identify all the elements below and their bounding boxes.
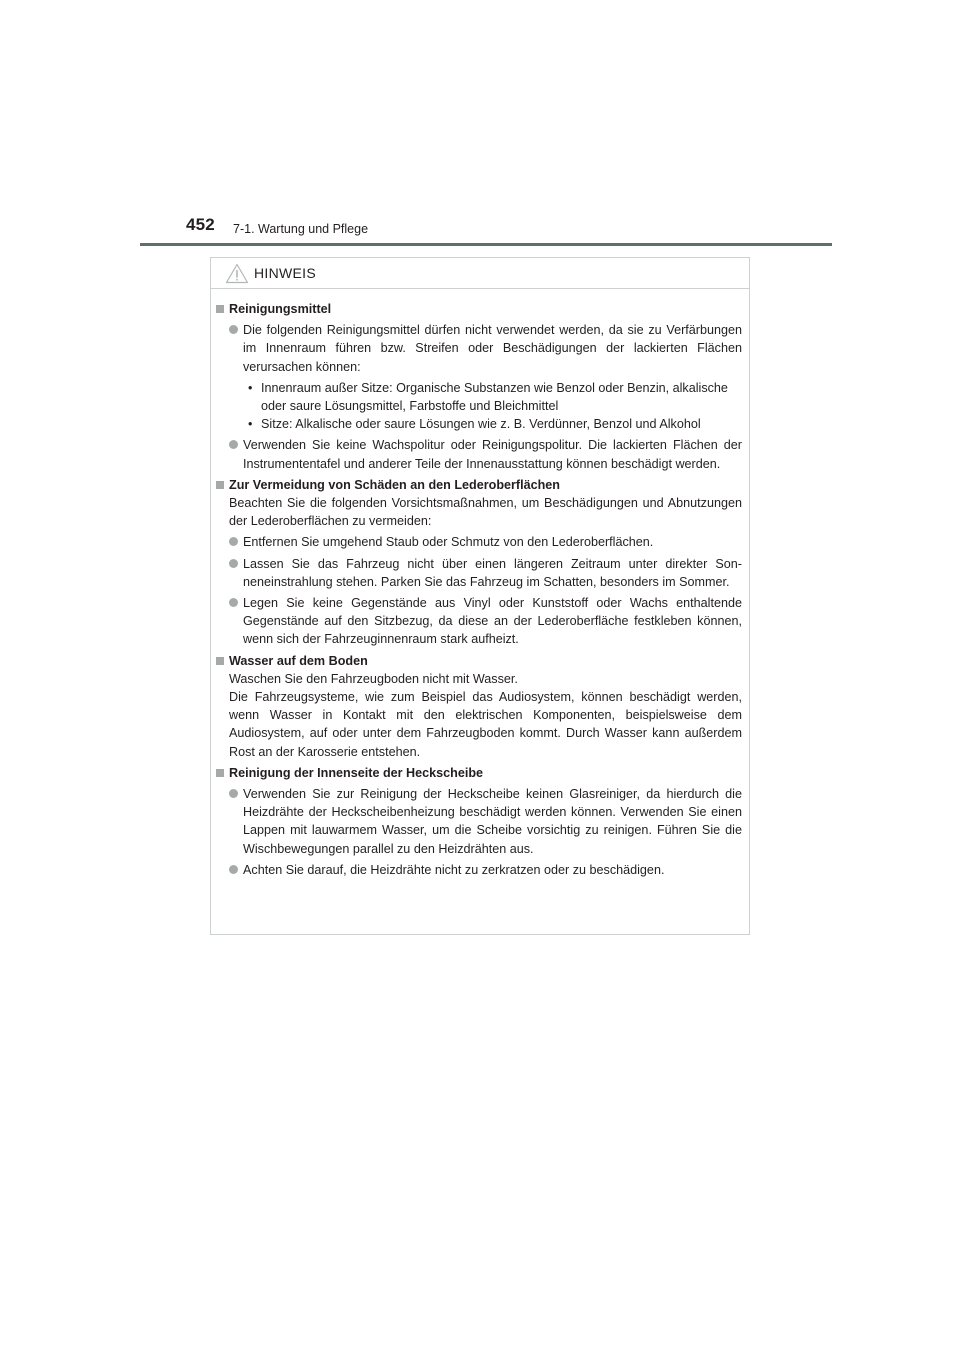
bullet-item (216, 785, 742, 858)
sub-item-text: Innenraum außer Sitze: Organische Substanzen wie Benzol oder Benzin, alkalische oder saure Lösungsmittel, Farbstoffe und Bleichmittel (261, 380, 728, 414)
heading-text: Reinigungsmittel (229, 302, 332, 316)
header-rule (140, 243, 832, 246)
circle-bullet-icon (229, 559, 238, 568)
bullet-item (216, 861, 742, 879)
notice-header (211, 258, 749, 289)
circle-bullet-icon (229, 537, 238, 546)
square-bullet-icon (216, 481, 224, 489)
paragraph: Waschen Sie den Fahrzeugboden nicht mit Wasser. (229, 671, 518, 686)
bullet-item (216, 555, 742, 591)
sub-item-text: Sitze: Alkalische oder saure Lösungen wie z. B. Verdünner, Benzol und Alkohol (261, 417, 701, 432)
bullet-text: Entfernen Sie umgehend Staub oder Schmutz von den Lederoberflächen. (243, 535, 654, 550)
notice-box (210, 257, 750, 935)
bullet-text: Verwenden Sie keine Wachspolitur oder Reinigungspolitur. Die lackierten Flächen der Instrumententafel und anderer Teile der Innenausstattung können beschädigt werden. (243, 438, 742, 471)
paragraph: Die Fahrzeugsysteme, wie zum Beispiel das Audiosystem, können beschädigt werden, wenn Wasser in Kontakt mit den elektrischen Komponenten, beispielsweise dem Audiosystem, auf oder unter dem Fahrzeugboden kommt. Durch Wasser kann außerdem Rost an der Karosserie entstehen. (229, 690, 742, 759)
bullet-item (216, 533, 742, 551)
bullet-item (216, 594, 742, 649)
notice-body (211, 289, 749, 879)
circle-bullet-icon (229, 789, 238, 798)
bullet-item (216, 321, 742, 376)
sub-list-item (216, 379, 742, 415)
sub-bullet-marker: • (248, 417, 253, 432)
section-heading-reinigungsmittel (216, 300, 742, 318)
section-title: 7-1. Wartung und Pflege (233, 222, 369, 236)
bullet-text: Lassen Sie das Fahrzeug nicht über einen längeren Zeitraum unter direkter Sonneneinstrahlung stehen. Parken Sie das Fahrzeug im Schatten, besonders im Sommer. (243, 556, 742, 589)
heading-text: Wasser auf dem Boden (229, 653, 368, 668)
warning-triangle-icon (225, 263, 249, 284)
circle-bullet-icon (229, 440, 238, 449)
section-heading-heckscheibe (216, 764, 742, 782)
heading-text: Zur Vermeidung von Schäden an den Lederoberflächen (229, 477, 561, 492)
section-heading-wasser (216, 652, 742, 670)
square-bullet-icon (216, 305, 224, 313)
sub-list-item (216, 415, 742, 433)
square-bullet-icon (216, 657, 224, 665)
section-heading-leder (216, 476, 742, 494)
sub-list (216, 379, 742, 434)
bullet-item (216, 436, 742, 472)
bullet-text: Legen Sie keine Gegenstände aus Vinyl oder Kunststoff oder Wachs enthaltende Gegenstände auf den Sitzbezug, da diese an der Lederoberfläche festkleben können, wenn sich der Fahrzeuginnenraum stark aufheizt. (243, 596, 742, 647)
page-number: 452 (186, 215, 215, 234)
notice-title: HINWEIS (254, 265, 316, 281)
circle-bullet-icon (229, 598, 238, 607)
intro-paragraph: Beachten Sie die folgenden Vorsichtsmaßnahmen, um Beschädigungen und Abnutzungen der Lederoberflächen zu vermeiden: (229, 496, 742, 529)
sub-bullet-marker: • (248, 380, 253, 395)
square-bullet-icon (216, 769, 224, 777)
heading-text: Reinigung der Innenseite der Heckscheibe (229, 765, 484, 780)
bullet-text: Die folgenden Reinigungsmittel dürfen nicht verwendet werden, da sie zu Verfärbungen im Innenraum führen bzw. Streifen oder Beschädigungen der lackierten Flächen verursachen können: (243, 323, 742, 374)
circle-bullet-icon (229, 865, 238, 874)
bullet-text: Verwenden Sie zur Reinigung der Heckscheibe keinen Glasreiniger, da hierdurch die Heizdrähte der Heckscheibenheizung beschädigt werden können. Verwenden Sie einen Lappen mit lauwarmem Wasser, um die Scheibe vorsichtig zu reinigen. Führen Sie die Wischbewegungen parallel zu den Heizdrähten aus. (243, 787, 742, 856)
bullet-text: Achten Sie darauf, die Heizdrähte nicht zu zerkratzen oder zu beschädigen. (243, 862, 665, 877)
circle-bullet-icon (229, 325, 238, 334)
